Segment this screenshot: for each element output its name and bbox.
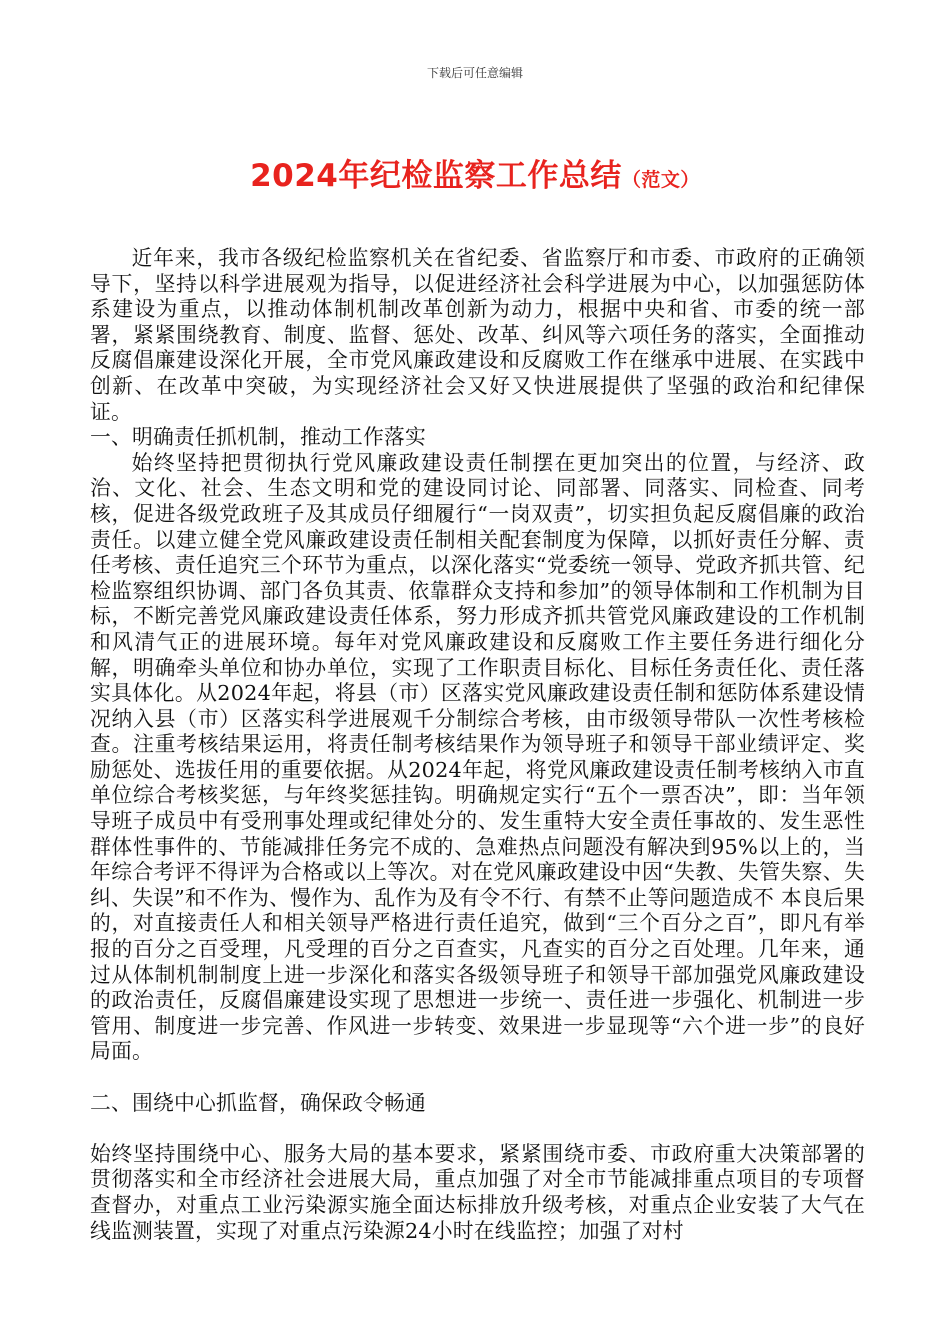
blank-line bbox=[90, 1065, 865, 1091]
section-1-paragraph: 始终坚持把贯彻执行党风廉政建设责任制摆在更加突出的位置，与经济、政治、文化、社会、生态文明和党的建设同讨论、同部署、同落实、同检查、同考核，促进各级党政班子及其成员仔细履行“一岗双责”，切实担负起反腐倡廉的政治责任。以建立健全党风廉政建设责任制相关配套制度为保障，以抓好责任分解、责任考核、责任追究三个环节为重点，以深化落实“党委统一领导、党政齐抓共管、纪检监察组织协调、部门各负其责、依靠群众支持和参加”的领导体制和工作机制为目标，不断完善党风廉政建设责任体系，努力形成齐抓共管党风廉政建设的工作机制和风清气正的进展环境。每年对党风廉政建设和反腐败工作主要任务进行细化分解，明确牵头单位和协办单位，实现了工作职责目标化、目标任务责任化、责任落实具体化。从2024年起，将县（市）区落实党风廉政建设责任制和惩防体系建设情况纳入县（市）区落实科学进展观千分制综合考核，由市级领导带队一次性考核检查。注重考核结果运用，将责任制考核结果作为领导班子和领导干部业绩评定、奖励惩处、选拔任用的重要依据。从2024年起，将党风廉政建设责任制考核纳入市直单位综合考核奖惩，与年终奖惩挂钩。明确规定实行“五个一票否决”，即：当年领导班子成员中有受刑事处理或纪律处分的、发生重特大安全责任事故的、发生恶性群体性事件的、节能减排任务完不成的、急难热点问题没有解决到95%以上的，当年综合考评不得评为合格或以上等次。对在党风廉政建设中因“失教、失管失察、失纠、失误”和不作为、慢作为、乱作为及有令不行、有禁不止等问题造成不 本良后果的，对直接责任人和相关领导严格进行责任追究，做到“三个百分之百”，即凡有举报的百分之百受理，凡受理的百分之百查实，凡查实的百分之百处理。几年来，通过从体制机制制度上进一步深化和落实各级领导班子和领导干部加强党风廉政建设的政治责任，反腐倡廉建设实现了思想进一步统一、责任进一步强化、机制进一步管用、制度进一步完善、作风进一步转变、效果进一步显现等“六个进一步”的良好局面。 bbox=[90, 450, 865, 1064]
blank-line bbox=[90, 1116, 865, 1142]
intro-paragraph: 近年来，我市各级纪检监察机关在省纪委、省监察厅和市委、市政府的正确领导下，坚持以科学进展观为指导，以促进经济社会科学进展为中心，以加强惩防体系建设为重点，以推动体制机制改革创新为动力，根据中央和省、市委的统一部署，紧紧围绕教育、制度、监督、惩处、改革、纠风等六项任务的落实，全面推动反腐倡廉建设深化开展，全市党风廉政建设和反腐败工作在继承中进展、在实践中创新、在改革中突破，为实现经济社会又好又快进展提供了坚强的政治和纪律保证。 bbox=[90, 246, 865, 424]
section-2-paragraph: 始终坚持围绕中心、服务大局的基本要求，紧紧围绕市委、市政府重大决策部署的贯彻落实和全市经济社会进展大局，重点加强了对全市节能减排重点项目的专项督查督办，对重点工业污染源实施全面达标排放升级考核，对重点企业安装了大气在线监测装置，实现了对重点污染源24小时在线监控；加强了对村 bbox=[90, 1141, 865, 1243]
header-note: 下载后可任意编辑 bbox=[426, 66, 523, 80]
section-heading-2: 二、围绕中心抓监督，确保政令畅通 bbox=[90, 1090, 426, 1115]
document-title bbox=[0, 150, 950, 195]
section-heading-1: 一、明确责任抓机制，推动工作落实 bbox=[90, 425, 426, 450]
title-main: 2024年纪检监察工作总结 bbox=[250, 158, 622, 194]
title-suffix: （范文） bbox=[621, 169, 700, 191]
document-body bbox=[90, 246, 865, 1244]
